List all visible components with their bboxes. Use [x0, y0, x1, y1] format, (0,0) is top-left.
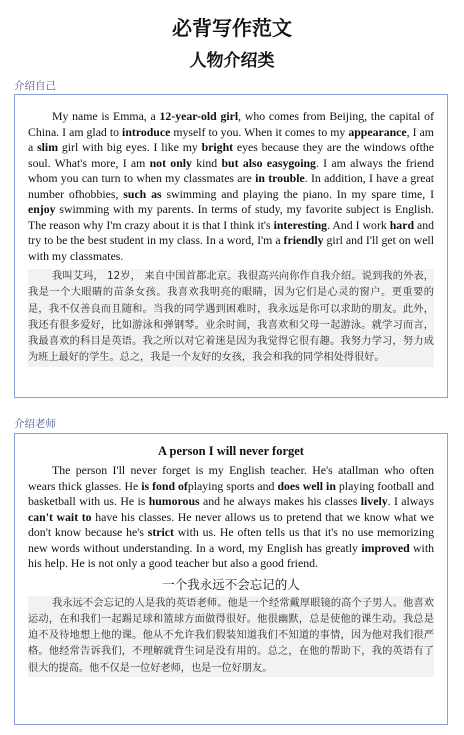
- teacher-intro-box: [14, 433, 448, 725]
- teacher-intro-keyword: improved: [361, 540, 410, 555]
- teacher-intro-text: playing football and basketball with us. He is: [28, 478, 434, 508]
- section-label-self: 介绍自己: [14, 80, 56, 92]
- teacher-intro-text: The person I'll never forget is my English teacher. He's atallman who often wears thick glasses. He: [28, 463, 434, 493]
- teacher-intro-text: and he always makes his classes: [199, 494, 361, 508]
- teacher-intro-keyword: can't wait to: [28, 509, 92, 524]
- section-label-teacher: 介绍老师: [14, 418, 56, 430]
- self-intro-keyword: interesting: [273, 217, 328, 232]
- teacher-intro-keyword: lively: [360, 494, 388, 508]
- self-intro-keyword: appearance: [348, 124, 407, 139]
- teacher-intro-keyword: humorous: [148, 494, 200, 508]
- teacher-intro-english: [28, 463, 434, 572]
- essay-title: A person I will never forget: [158, 444, 304, 458]
- self-intro-box: [14, 94, 448, 398]
- teacher-intro-text: have his classes. He never allows us to pretend that we know what we don't know because he's: [28, 509, 434, 539]
- teacher-intro-keyword: is fond of: [141, 478, 188, 493]
- self-intro-text: , I am a: [28, 124, 434, 154]
- page-title: 必背写作范文: [172, 16, 292, 40]
- teacher-intro-text: with us. He often tells us that it's no use memorizing new words without understanding. In a word, my English has greatly: [28, 525, 434, 555]
- self-intro-english: [28, 109, 434, 264]
- teacher-intro-text: with his help. He is not only a good teacher but also a good friend.: [28, 540, 434, 570]
- self-intro-text: kind: [191, 155, 222, 170]
- self-intro-keyword: but also easygoing: [221, 155, 316, 170]
- self-intro-text: girl with big eyes. I like my: [58, 140, 202, 154]
- self-intro-text: girl and I'll get on well with my classmates.: [28, 233, 434, 263]
- teacher-intro-text: playing sports and: [187, 478, 278, 493]
- self-intro-keyword: not only: [149, 155, 192, 170]
- chinese-essay-title: 一个我永远不会忘记的人: [162, 576, 300, 592]
- teacher-intro-chinese: 我永远不会忘记的人是我的英语老师。他是一个经常戴厚眼镜的高个子男人。他喜欢运动，在和我们一起踢足球和篮球方面做得很好。他很幽默，总是使他的课生动。我总是迫不及待地想上他的课。他从不允许我们假装知道我们不知道的事情，因为他对我们很严格。他经常告诉我们，不理解就背生词是没有用的。总之，在他的帮助下，我的英语有了很大的提高。他不仅是一位好老师，也是一位好朋友。: [28, 596, 434, 677]
- self-intro-text: swimming and playing the piano. In my spare time, I: [161, 186, 434, 201]
- self-intro-text: My name is Emma, a: [52, 109, 160, 123]
- self-intro-keyword: introduce: [122, 124, 171, 139]
- teacher-intro-text: . I always: [387, 494, 434, 508]
- teacher-intro-keyword: strict: [147, 525, 174, 539]
- self-intro-keyword: 12-year-old girl: [159, 109, 239, 123]
- self-intro-keyword: in trouble: [255, 171, 305, 185]
- page-subtitle: 人物介绍类: [189, 51, 275, 71]
- self-intro-text: . I am always the friend whom you can turn to when my classmates are: [28, 155, 434, 185]
- self-intro-text: . And I work: [327, 217, 390, 232]
- self-intro-text: swimming with my parents. In terms of study, my favorite subject is English. The reason why I'm crazy about it is that I think it's: [28, 202, 434, 232]
- self-intro-text: . In addition, I have a great number ofhobbies,: [28, 171, 434, 201]
- self-intro-keyword: slim: [37, 140, 59, 154]
- self-intro-keyword: enjoy: [28, 202, 56, 216]
- self-intro-keyword: hard: [389, 217, 415, 232]
- self-intro-keyword: such as: [123, 186, 162, 201]
- self-intro-text: myself to you. When it comes to my: [170, 124, 349, 139]
- self-intro-text: , who comes from Beijing, the capital of China. I am glad to: [28, 109, 434, 139]
- teacher-intro-keyword: does well in: [277, 478, 336, 493]
- self-intro-text: eyes because they are the windows ofthe soul. What's more, I am: [28, 140, 435, 170]
- self-intro-text: and try to be the best student in my class. In a word, I'm a: [28, 217, 435, 247]
- self-intro-keyword: friendly: [283, 233, 324, 247]
- self-intro-chinese: 我叫艾玛， 12岁， 来自中国首都北京。我很高兴向你作自我介绍。说到我的外表，我是一个大眼睛的苗条女孩。我喜欢我明亮的眼睛，因为它们是心灵的窗户。更重要的是，我不仅善良而且随和。当我的同学遇到困难时，我永远是你可以求助的朋友。此外，我还有很多爱好，比如游泳和弹钢琴。业余时间，我喜欢和父母一起游泳。就学习而言，我最喜欢的科目是英语。我之所以对它着迷是因为我觉得它很有趣。我努力学习，努力成为班上最好的学生。总之，我是一个友好的女孩，我会和我的同学相处得很好。: [28, 269, 434, 367]
- self-intro-keyword: bright: [201, 140, 234, 154]
